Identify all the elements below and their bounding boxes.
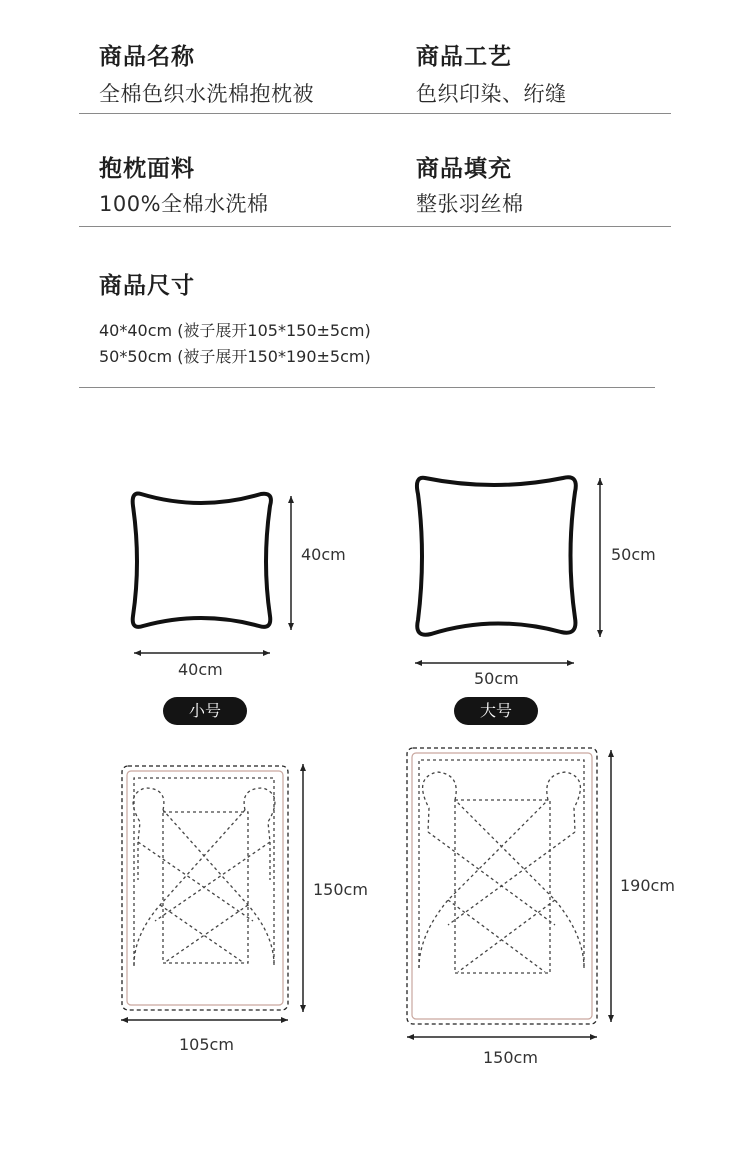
small-quilt-width-label: 105cm bbox=[179, 1035, 234, 1054]
small-quilt bbox=[122, 766, 288, 1010]
large-quilt-width-label: 150cm bbox=[483, 1048, 538, 1067]
small-pillow-height-label: 40cm bbox=[301, 545, 346, 564]
product-craft-value: 色织印染、绗缝 bbox=[416, 82, 567, 106]
size-line-small: 40*40cm (被子展开105*150±5cm) bbox=[99, 321, 371, 340]
large-size-badge: 大号 bbox=[454, 697, 538, 725]
size-line-large: 50*50cm (被子展开150*190±5cm) bbox=[99, 347, 371, 366]
filling-value: 整张羽丝棉 bbox=[416, 192, 524, 216]
small-size-badge: 小号 bbox=[163, 697, 247, 725]
large-pillow-outline bbox=[417, 477, 576, 634]
large-pillow-width-label: 50cm bbox=[474, 669, 519, 688]
small-quilt-height-label: 150cm bbox=[313, 880, 368, 899]
filling-label: 商品填充 bbox=[416, 156, 512, 182]
product-name-value: 全棉色织水洗棉抱枕被 bbox=[99, 82, 314, 106]
fabric-value: 100%全棉水洗棉 bbox=[99, 192, 269, 216]
fabric-label: 抱枕面料 bbox=[99, 156, 195, 182]
product-craft-label: 商品工艺 bbox=[416, 44, 512, 70]
large-quilt-height-label: 190cm bbox=[620, 876, 675, 895]
product-name-label: 商品名称 bbox=[99, 44, 195, 70]
large-quilt bbox=[407, 748, 597, 1024]
small-pillow-outline bbox=[133, 494, 271, 627]
large-pillow-height-label: 50cm bbox=[611, 545, 656, 564]
small-pillow-width-label: 40cm bbox=[178, 660, 223, 679]
size-label: 商品尺寸 bbox=[99, 273, 195, 299]
